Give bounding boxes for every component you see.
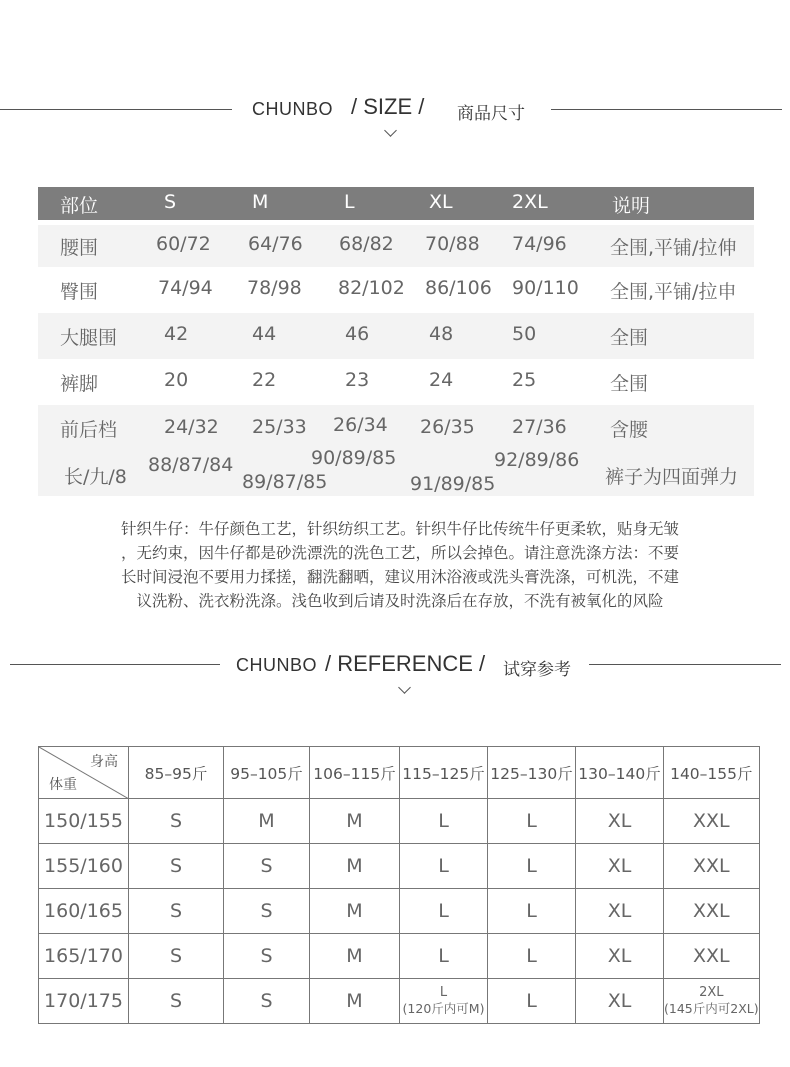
row-value: 20 [164,369,189,391]
size-row-rise [38,405,754,451]
size-cell: M [310,889,400,934]
row-part: 腰围 [60,237,99,259]
size-cell: L [488,889,576,934]
size-header-right-line [551,109,782,110]
row-value: 44 [252,323,277,345]
reference-brand-label: CHUNBO [236,655,318,675]
size-cell: S [129,844,224,889]
reference-row [39,799,760,844]
row-value: 90/110 [512,277,579,299]
height-cell: 155/160 [39,844,129,889]
row-value: 25/33 [252,416,307,438]
row-note: 含腰 [610,419,649,441]
size-row-waist [38,225,754,267]
row-value: 26/35 [420,416,475,438]
header-part: 部位 [60,195,99,217]
size-cell: XXL [664,844,760,889]
reference-row [39,889,760,934]
size-cell: S [224,889,310,934]
size-cell: L [488,979,576,1024]
row-value: 24/32 [164,416,219,438]
height-cell: 170/175 [39,979,129,1024]
size-header-left-line [0,109,232,110]
size-cell-note: (145斤内可2XL) [664,1001,759,1016]
weight-header: 140–155斤 [664,747,760,799]
chevron-down-icon [384,124,397,137]
reference-header-row [39,747,760,799]
size-row-length [38,447,754,496]
row-value: 68/82 [339,233,394,255]
size-row-thigh [38,313,754,359]
row-value: 74/96 [512,233,567,255]
size-cell: XXL [664,799,760,844]
size-cell: S [129,889,224,934]
corner-height-label: 身高 [90,754,118,770]
reference-table [38,746,760,1024]
size-cell: L [400,844,488,889]
size-cell: M [310,799,400,844]
size-section-subtitle: 商品尺寸 [457,104,525,123]
row-note: 全围,平铺/拉申 [610,281,737,303]
row-value: 23 [345,369,370,391]
size-cell: M [224,799,310,844]
care-notes [60,517,740,613]
size-cell: L [400,934,488,979]
care-note-line: 议洗粉、洗衣粉洗涤。浅色收到后请及时洗涤后在存放，不洗有被氧化的风险 [136,592,664,610]
header-s: S [164,191,177,213]
size-cell: S [224,934,310,979]
size-cell: M [310,934,400,979]
row-part: 大腿围 [60,327,118,349]
size-cell: XXL [664,934,760,979]
weight-header: 106–115斤 [310,747,400,799]
reference-header-right-line [589,664,781,665]
reference-section-subtitle: 试穿参考 [503,660,571,679]
size-cell-with-note [664,979,760,1024]
reference-row [39,934,760,979]
reference-section-title: / REFERENCE / [325,651,486,676]
size-row-hem [38,359,754,405]
row-part: 臀围 [60,281,99,303]
reference-corner-cell [39,747,129,799]
size-section-title: / SIZE / [351,94,425,119]
row-value: 91/89/85 [410,473,496,495]
row-part: 前后档 [60,419,118,441]
weight-header: 85–95斤 [129,747,224,799]
weight-header: 130–140斤 [576,747,664,799]
size-cell: XL [576,934,664,979]
size-cell: S [224,979,310,1024]
height-cell: 165/170 [39,934,129,979]
row-value: 78/98 [247,277,302,299]
row-note: 全围,平铺/拉伸 [610,237,737,259]
size-row-hip [38,267,754,313]
row-value: 46 [345,323,370,345]
row-value: 90/89/85 [311,447,397,469]
size-cell: M [310,844,400,889]
row-note: 全围 [610,327,649,349]
weight-header: 125–130斤 [488,747,576,799]
row-value: 60/72 [156,233,211,255]
header-note: 说明 [612,195,651,217]
row-value: 48 [429,323,454,345]
row-part: 裤脚 [60,373,99,395]
row-value: 22 [252,369,277,391]
care-note-line: 长时间浸泡不要用力揉搓，翻洗翻晒，建议用沐浴液或洗头膏洗涤，可机洗，不建 [120,568,679,586]
header-m: M [252,191,269,213]
row-value: 27/36 [512,416,567,438]
size-cell: M [310,979,400,1024]
size-cell: XL [576,799,664,844]
size-brand-label: CHUNBO [252,99,334,119]
size-cell-value: 2XL [699,985,724,1000]
row-value: 64/76 [248,233,303,255]
row-value: 82/102 [338,277,405,299]
height-cell: 150/155 [39,799,129,844]
row-value: 26/34 [333,414,388,436]
care-note-line: ，无约束，因牛仔都是砂洗漂洗的洗色工艺，所以会掉色。请注意洗涤方法：不要 [120,544,679,562]
reference-header-left-line [10,664,220,665]
row-value: 89/87/85 [242,471,328,493]
row-value: 74/94 [158,277,213,299]
size-cell: S [129,934,224,979]
row-value: 88/87/84 [148,454,234,476]
size-cell: S [224,844,310,889]
reference-row [39,844,760,889]
weight-header: 115–125斤 [400,747,488,799]
size-cell: L [400,889,488,934]
size-cell: L [488,844,576,889]
header-l: L [344,191,355,213]
row-value: 25 [512,369,537,391]
size-cell-note: (120斤内可M) [402,1001,485,1016]
size-table-header [38,187,754,220]
size-cell: L [488,799,576,844]
corner-weight-label: 体重 [49,777,77,793]
header-2xl: 2XL [512,191,548,213]
size-cell: XL [576,979,664,1024]
row-note: 全围 [610,373,649,395]
row-value: 86/106 [425,277,492,299]
height-cell: 160/165 [39,889,129,934]
size-cell: L [400,799,488,844]
care-note-line: 针织牛仔：牛仔颜色工艺，针织纺织工艺。针织牛仔比传统牛仔更柔软，贴身无皱 [120,520,679,538]
chevron-down-icon [398,681,411,694]
weight-header: 95–105斤 [224,747,310,799]
row-value: 70/88 [425,233,480,255]
size-cell-value: L [439,985,448,1000]
size-cell: S [129,799,224,844]
size-cell: XXL [664,889,760,934]
size-cell: XL [576,844,664,889]
size-cell-with-note [400,979,488,1024]
header-xl: XL [429,191,453,213]
size-cell: XL [576,889,664,934]
size-cell: L [488,934,576,979]
row-value: 92/89/86 [494,449,580,471]
row-value: 42 [164,323,189,345]
row-note: 裤子为四面弹力 [605,466,739,488]
row-value: 24 [429,369,454,391]
reference-row [39,979,760,1024]
size-cell: S [129,979,224,1024]
row-part: 长/九/8 [64,466,127,488]
row-value: 50 [512,323,537,345]
